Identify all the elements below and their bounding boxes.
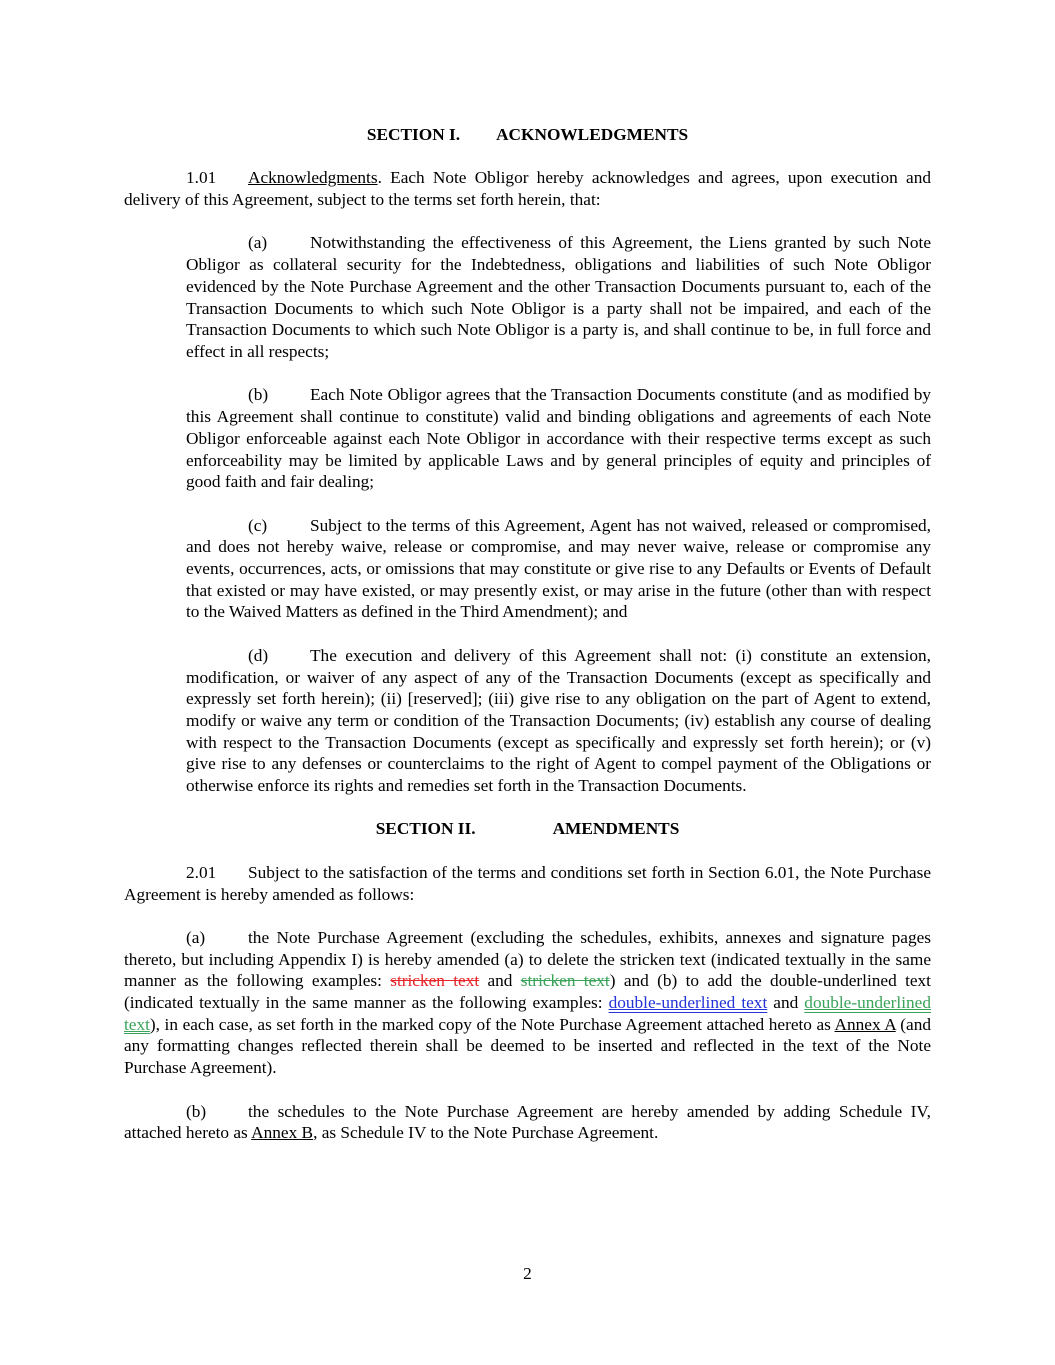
amendment-a [124,927,931,1079]
paragraph-1-01 [124,167,931,210]
paragraph-text: . Each Note Obligor hereby acknowledges and agrees, upon execution and delivery of this Agreement, subject to the terms set forth herein, that: [124,168,931,210]
section-title: AMENDMENTS [552,819,680,839]
clause-text: Notwithstanding the effectiveness of this Agreement, the Liens granted by such Note Obligor as collateral security for the Indebtedness, obligations and liabilities of such Note Obligor evidenced by the Note Purchase Agreement and the other Transaction Documents pursuant to, each of the Transaction Documents to which such Note Obligor is a party shall not be impaired, and each of the Transaction Documents to which such Note Obligor is a party is, and shall continue to be, in full force and effect in all respects; [186,233,931,361]
annex-a-reference: Annex A [834,1014,896,1034]
section-1-heading [124,124,931,146]
text: , as Schedule IV to the Note Purchase Agreement. [313,1123,659,1143]
clause-c [186,515,931,624]
text: and [767,993,805,1012]
stricken-example-green: stricken text [520,971,610,991]
clause-d [186,645,931,797]
clause-a [186,232,931,362]
section-title: ACKNOWLEDGMENTS [496,125,689,144]
paragraph-number: 1.01 [186,168,217,188]
double-underlined-example-green: double-underlined text [124,993,931,1034]
stricken-example-red: stricken text [390,971,480,991]
clause-b [186,384,931,493]
clause-label: (d) [248,645,269,665]
paragraph-number: 2.01 [186,862,217,882]
section-number: SECTION I. [366,125,461,144]
clause-text: The execution and delivery of this Agreement shall not: (i) constitute an extension, modification, or waiver of any aspect of any of the Transaction Documents (except as specifically and expressly set forth herein); (ii) [reserved]; (iii) give rise to any obligation on the part of Agent to extend, modify or waive any term or condition of the Transaction Documents; (iv) establish any course of dealing with respect to the Transaction Documents (except as specifically and expressly set forth herein); or (v) give rise to any defenses or counterclaims to the right of Agent to compel payment of the Obligations or otherwise enforce its rights and remedies set forth in the Transaction Documents. [186,645,931,796]
paragraph-heading: Acknowledgments [248,168,378,188]
annex-b-reference: Annex B [251,1123,314,1143]
double-underlined-example-blue: double-underlined text [608,993,768,1012]
page-number: 2 [523,1264,532,1283]
text: the schedules to the Note Purchase Agreement are hereby amended by adding Schedule IV, attached hereto as [124,1101,931,1143]
clause-label: (b) [248,385,269,405]
paragraph-2-01 [124,862,931,905]
section-2-heading [124,818,931,840]
section-number: SECTION II. [375,819,476,839]
amendment-b [124,1101,931,1144]
clause-label: (a) [186,927,206,947]
clause-text: Subject to the terms of this Agreement, Agent has not waived, released or compromised, and does not hereby waive, release or compromise, and may never waive, release or compromise any events, occurrences, acts, or omissions that may constitute or give rise to any Defaults or Events of Default that existed or may have existed, or may presently exist, or may arise in the future (other than with respect to the Waived Matters as defined in the Third Amendment); and [186,515,931,622]
clause-text: Each Note Obligor agrees that the Transaction Documents constitute (and as modified by this Agreement shall continue to constitute) valid and binding obligations and agreements of each Note Obligor enforceable against each Note Obligor in accordance with their respective terms except as such enforceability may be limited by applicable Laws and by general principles of equity and principles of good faith and fair dealing; [186,385,931,492]
text: and [479,971,521,991]
clause-label: (b) [186,1101,207,1121]
clause-label: (a) [248,233,268,253]
text: ) and (b) to add the double-underlined text (indicated textually in the same manner as the following examples: [124,971,931,1012]
text: (and any formatting changes reflected therein shall be deemed to be inserted and reflected in the text of the Note Purchase Agreement). [124,1014,932,1078]
text: ), in each case, as set forth in the marked copy of the Note Purchase Agreement attached hereto as [149,1014,835,1034]
clause-label: (c) [248,515,268,535]
document-page [124,124,931,1166]
paragraph-text: Subject to the satisfaction of the terms and conditions set forth in Section 6.01, the Note Purchase Agreement is hereby amended as follows: [124,862,931,904]
text: the Note Purchase Agreement (excluding the schedules, exhibits, annexes and signature pages thereto, but including Appendix I) is hereby amended (a) to delete the stricken text (indicated textually in the same manner as the following examples: [124,927,931,991]
